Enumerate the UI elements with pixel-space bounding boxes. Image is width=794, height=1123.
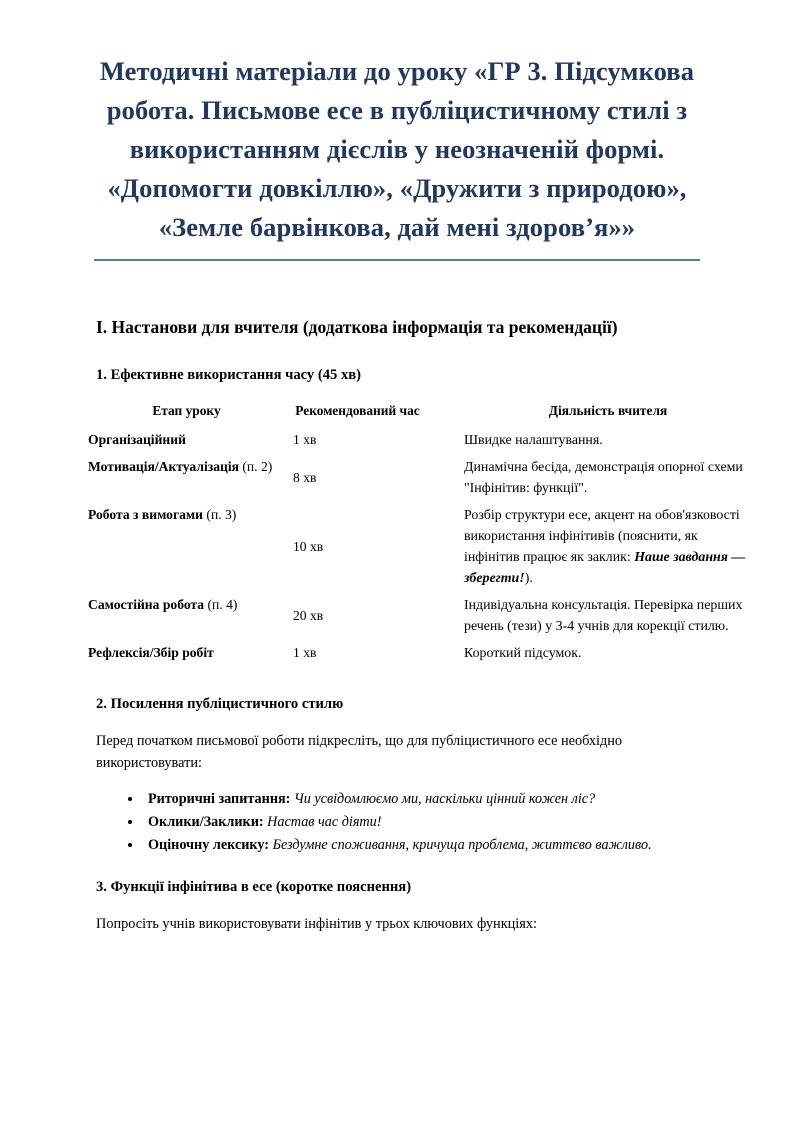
stage-name: Самостійна робота <box>88 597 205 612</box>
table-row <box>88 643 760 670</box>
stage-reference: (п. 4) <box>204 597 238 612</box>
cell-time: 20 хв <box>293 607 324 623</box>
bullet-example: Настав час діяти! <box>263 814 382 830</box>
cell-time: 1 хв <box>293 645 317 660</box>
subsection-heading-1: 1. Ефективне використання часу (45 хв) <box>96 367 362 383</box>
cell-activity: Розбір структури есе, акцент на обов'язковості використання інфінітивів (пояснити, як інфінітив працює як заклик: Наше завдання — зберегти!). <box>464 508 746 586</box>
schedule-table-body <box>88 430 760 670</box>
subsection-heading-3: 3. Функції інфінітива в есе (коротке пояснення) <box>96 879 412 895</box>
cell-activity: Швидке налаштування. <box>464 433 603 448</box>
bullet-example: Бездумне споживання, кричуща проблема, життєво важливо. <box>269 837 652 853</box>
list-item <box>128 811 694 833</box>
cell-time: 1 хв <box>293 432 317 447</box>
style-features-list <box>54 774 740 856</box>
paragraph-infinitive-intro: Попросіть учнів використовувати інфінітив у трьох ключових функціях: <box>96 916 537 932</box>
page-title: Методичні матеріали до уроку «ГР 3. Підсумкова робота. Письмове есе в публіцистичному стилі з використанням дієслів у неозначеній формі. «Допомогти довкіллю», «Дружити з природою», «Земле барвінкова, дай мені здоров’я»» <box>99 56 695 242</box>
column-header-stage: Етап уроку <box>152 403 221 418</box>
cell-stage <box>88 505 293 595</box>
stage-name: Організаційний <box>88 432 186 447</box>
list-item <box>128 834 694 856</box>
bullet-example: Чи усвідомлюємо ми, наскільки цінний кожен ліс? <box>290 791 596 807</box>
schedule-table-wrapper <box>54 399 746 670</box>
list-item <box>128 788 694 810</box>
cell-activity: Короткий підсумок. <box>464 646 582 661</box>
stage-name: Мотивація/Актуалізація <box>88 459 239 474</box>
lesson-schedule-table <box>88 399 760 670</box>
column-header-time: Рекомендований час <box>295 403 420 418</box>
stage-name: Рефлексія/Збір робіт <box>88 645 214 660</box>
cell-stage <box>88 643 293 670</box>
table-row <box>88 595 760 643</box>
subsection-heading-2: 2. Посилення публіцистичного стилю <box>96 696 344 712</box>
table-row <box>88 430 760 457</box>
table-header-row <box>88 399 760 430</box>
cell-activity: Динамічна бесіда, демонстрація опорної схеми "Інфінітив: функції". <box>464 460 743 496</box>
table-row <box>88 457 760 505</box>
bullet-label: Оклики/Заклики: <box>148 814 264 830</box>
cell-activity: Індивідуальна консультація. Перевірка перших речень (тези) у 3-4 учнів для корекції стилю. <box>464 598 743 634</box>
paragraph-style-intro: Перед початком письмової роботи підкресліть, що для публіцистичного есе необхідно використовувати: <box>96 733 623 771</box>
bullet-label: Риторичні запитання: <box>148 791 291 807</box>
stage-reference: (п. 2) <box>238 459 273 474</box>
cell-time: 8 хв <box>293 469 317 485</box>
cell-time: 10 хв <box>293 538 324 554</box>
cell-stage <box>88 595 293 643</box>
cell-stage <box>88 430 293 457</box>
stage-name: Робота з вимогами <box>88 507 204 522</box>
column-header-activity: Діяльність вчителя <box>548 403 668 418</box>
stage-reference: (п. 3) <box>203 507 237 522</box>
bullet-label: Оціночну лексику: <box>148 837 270 853</box>
activity-emphasis: Наше завдання — зберегти! <box>464 550 746 586</box>
section-heading-1: I. Настанови для вчителя (додаткова інформація та рекомендації) <box>96 317 618 337</box>
cell-stage <box>88 457 293 505</box>
table-row <box>88 505 760 595</box>
